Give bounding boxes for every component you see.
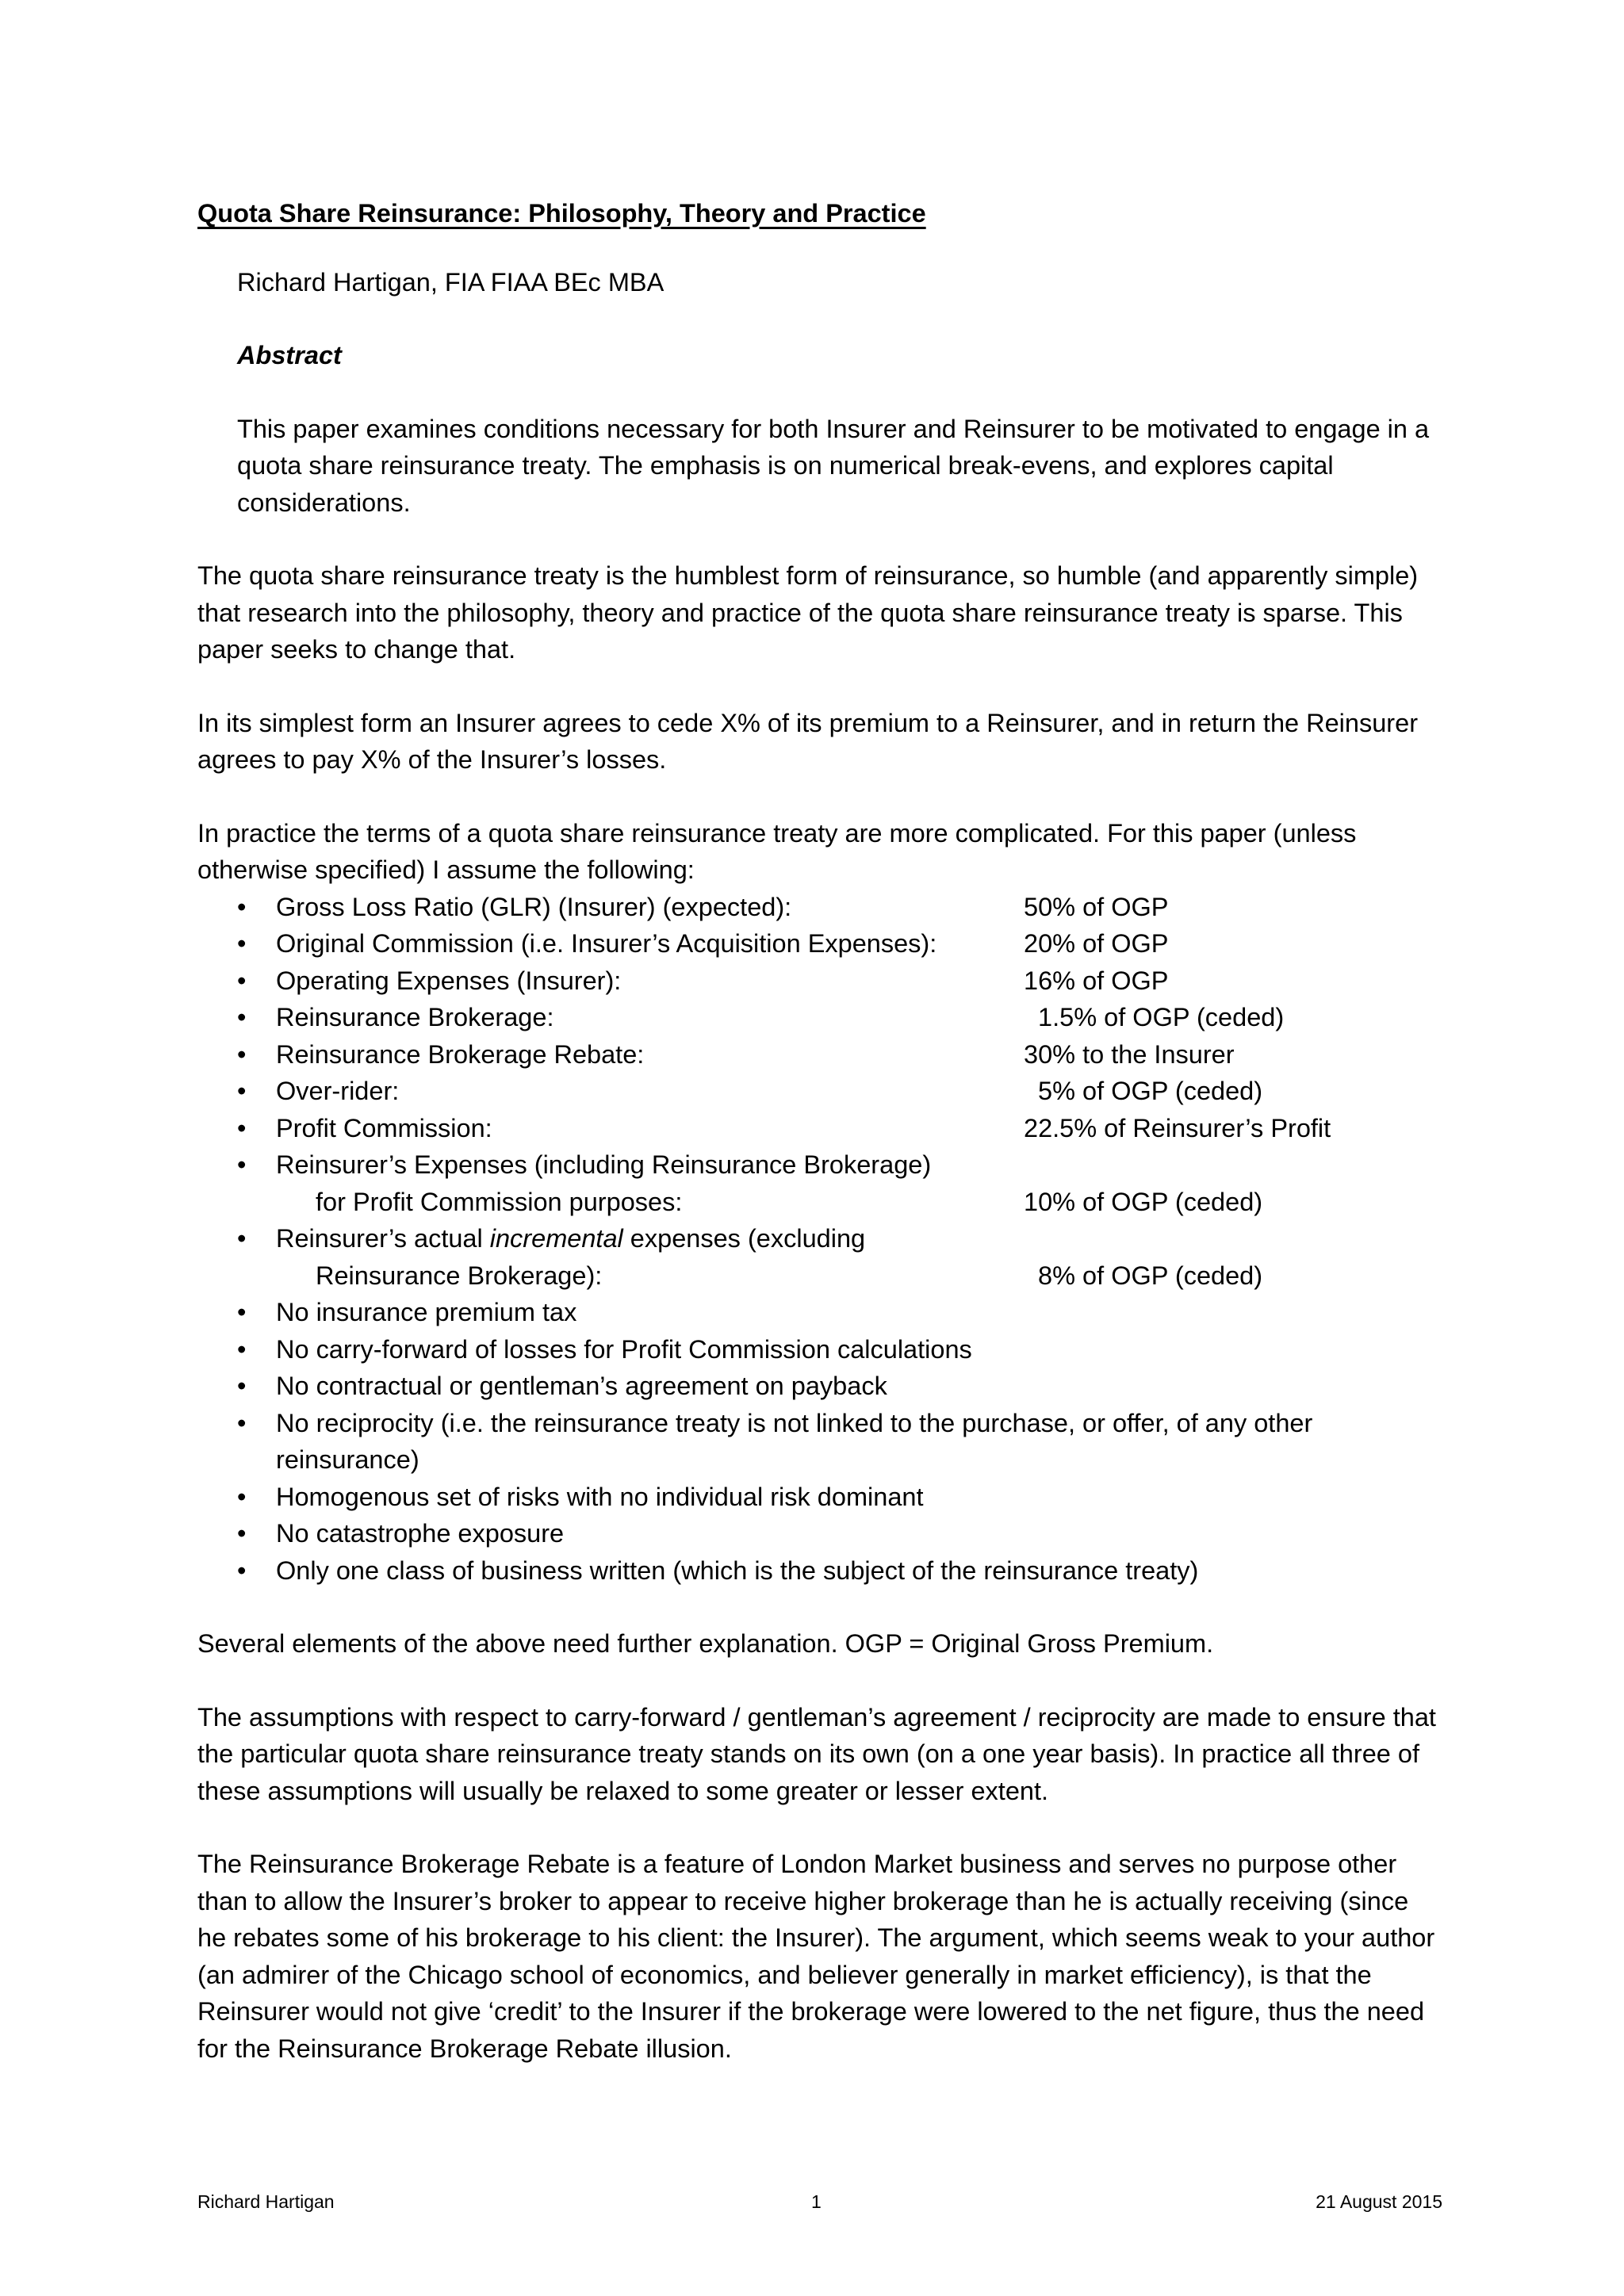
assumption-label: Over-rider: bbox=[276, 1077, 400, 1105]
page-number: 1 bbox=[811, 2191, 822, 2212]
assumption-label: Reinsurance Brokerage: bbox=[276, 1003, 554, 1031]
list-item bbox=[197, 1073, 1442, 1110]
list-item bbox=[197, 962, 1442, 1000]
paragraph-practice: In practice the terms of a quota share reinsurance treaty are more complicated. For this paper (unless otherwise specified) I assume the following: bbox=[197, 818, 1357, 884]
bullet-glyph: • bbox=[237, 1556, 247, 1585]
list-item bbox=[197, 1331, 1442, 1368]
assumption-text: No catastrophe exposure bbox=[276, 1519, 565, 1548]
assumption-label-line1: Reinsurer’s Expenses (including Reinsurance Brokerage) bbox=[276, 1150, 932, 1179]
list-item bbox=[197, 1110, 1442, 1147]
abstract-heading: Abstract bbox=[237, 341, 342, 369]
text-span: Reinsurer’s actual bbox=[276, 1224, 490, 1253]
list-item bbox=[197, 1552, 1442, 1590]
list-item bbox=[197, 1515, 1442, 1552]
list-item bbox=[197, 1405, 1442, 1479]
list-item bbox=[197, 999, 1442, 1036]
assumption-text: No insurance premium tax bbox=[276, 1298, 577, 1326]
assumption-text: No carry-forward of losses for Profit Commission calculations bbox=[276, 1334, 972, 1364]
assumption-label: Reinsurance Brokerage): bbox=[316, 1261, 603, 1290]
paragraph-carry-forward: The assumptions with respect to carry-forward / gentleman’s agreement / reciprocity are made to ensure that the particular quota share reinsurance treaty stands on its own (on a one year basis). In practice all three of these assumptions will usually be relaxed to some greater or lesser extent. bbox=[197, 1702, 1436, 1805]
bullet-glyph: • bbox=[237, 1519, 247, 1548]
bullet-glyph: • bbox=[237, 966, 247, 995]
assumption-text: Only one class of business written (which is the subject of the reinsurance treaty) bbox=[276, 1556, 1199, 1585]
emphasis-text: incremental bbox=[489, 1224, 623, 1253]
bullet-glyph: • bbox=[237, 1003, 247, 1031]
assumption-label: Reinsurance Brokerage Rebate: bbox=[276, 1039, 645, 1069]
assumption-value: 30% to the Insurer bbox=[1024, 1039, 1235, 1069]
assumption-text: No contractual or gentleman’s agreement on payback bbox=[276, 1372, 887, 1400]
assumption-value: 50% of OGP bbox=[1024, 892, 1169, 921]
abstract-body: This paper examines conditions necessary for both Insurer and Reinsurer to be motivated to engage in a quota share reinsurance treaty. The emphasis is on numerical break-evens, and explores capital considerations. bbox=[237, 414, 1430, 517]
assumption-value: 8% of OGP (ceded) bbox=[1024, 1261, 1263, 1290]
bullet-glyph: • bbox=[237, 1482, 247, 1511]
bullet-glyph: • bbox=[237, 1334, 247, 1364]
list-item bbox=[197, 925, 1442, 962]
author-line: Richard Hartigan, FIA FIAA BEc MBA bbox=[237, 267, 665, 297]
assumption-label: Operating Expenses (Insurer): bbox=[276, 966, 622, 995]
footer-author: Richard Hartigan bbox=[197, 2191, 335, 2212]
assumptions-list bbox=[197, 889, 1442, 1590]
bullet-glyph: • bbox=[237, 1298, 247, 1326]
assumption-value: 5% of OGP (ceded) bbox=[1024, 1077, 1263, 1105]
assumption-value: 22.5% of Reinsurer’s Profit bbox=[1024, 1113, 1331, 1142]
assumption-value: 20% of OGP bbox=[1024, 929, 1169, 958]
bullet-glyph: • bbox=[237, 929, 247, 958]
bullet-glyph: • bbox=[237, 1372, 247, 1400]
assumption-value: 10% of OGP (ceded) bbox=[1024, 1187, 1263, 1216]
list-item bbox=[197, 1146, 1442, 1220]
assumption-text: Homogenous set of risks with no individual risk dominant bbox=[276, 1482, 924, 1511]
paper-title: Quota Share Reinsurance: Philosophy, Theory and Practice bbox=[197, 199, 926, 228]
assumption-label: Original Commission (i.e. Insurer’s Acquisition Expenses): bbox=[276, 929, 937, 958]
bullet-glyph: • bbox=[237, 1077, 247, 1105]
page-body bbox=[197, 195, 1442, 2067]
list-item bbox=[197, 1368, 1442, 1405]
bullet-glyph: • bbox=[237, 1113, 247, 1142]
assumption-value: 1.5% of OGP (ceded) bbox=[1024, 1003, 1285, 1031]
bullet-glyph: • bbox=[237, 1408, 247, 1437]
list-item bbox=[197, 1036, 1442, 1073]
list-item bbox=[197, 1220, 1442, 1294]
footer-date: 21 August 2015 bbox=[1316, 2191, 1442, 2212]
assumption-value: 16% of OGP bbox=[1024, 966, 1169, 995]
bullet-glyph: • bbox=[237, 1039, 247, 1069]
bullet-glyph: • bbox=[237, 1224, 247, 1253]
paragraph-simplest-form: In its simplest form an Insurer agrees to cede X% of its premium to a Reinsurer, and in return the Reinsurer agrees to pay X% of the Insurer’s losses. bbox=[197, 708, 1419, 774]
assumption-text: No reciprocity (i.e. the reinsurance treaty is not linked to the purchase, or offer, of any other reinsurance) bbox=[276, 1408, 1313, 1474]
paragraph-brokerage-rebate: The Reinsurance Brokerage Rebate is a feature of London Market business and serves no purpose other than to allow the Insurer’s broker to appear to receive higher brokerage than he is actually receiving (since he rebates some of his brokerage to his client: the Insurer). The argument, which seems weak to your author (an admirer of the Chicago school of economics, and believer generally in market efficiency), is that the Reinsurer would not give ‘credit’ to the Insurer if the brokerage were lowered to the net figure, thus the need for the Reinsurance Brokerage Rebate illusion. bbox=[197, 1850, 1435, 2063]
assumption-label: Profit Commission: bbox=[276, 1113, 492, 1142]
paragraph-further-explanation: Several elements of the above need further explanation. OGP = Original Gross Premium. bbox=[197, 1629, 1214, 1658]
list-item bbox=[197, 1479, 1442, 1516]
list-item bbox=[197, 889, 1442, 926]
assumption-label: for Profit Commission purposes: bbox=[316, 1187, 683, 1216]
bullet-glyph: • bbox=[237, 892, 247, 921]
text-span: expenses (excluding bbox=[622, 1224, 866, 1253]
assumption-label-line1 bbox=[276, 1220, 1442, 1257]
bullet-glyph: • bbox=[237, 1150, 247, 1179]
list-item bbox=[197, 1294, 1442, 1331]
assumption-label: Gross Loss Ratio (GLR) (Insurer) (expected): bbox=[276, 892, 792, 921]
paragraph-intro: The quota share reinsurance treaty is the humblest form of reinsurance, so humble (and apparently simple) that research into the philosophy, theory and practice of the quota share reinsurance treaty is sparse. This paper seeks to change that. bbox=[197, 561, 1419, 664]
